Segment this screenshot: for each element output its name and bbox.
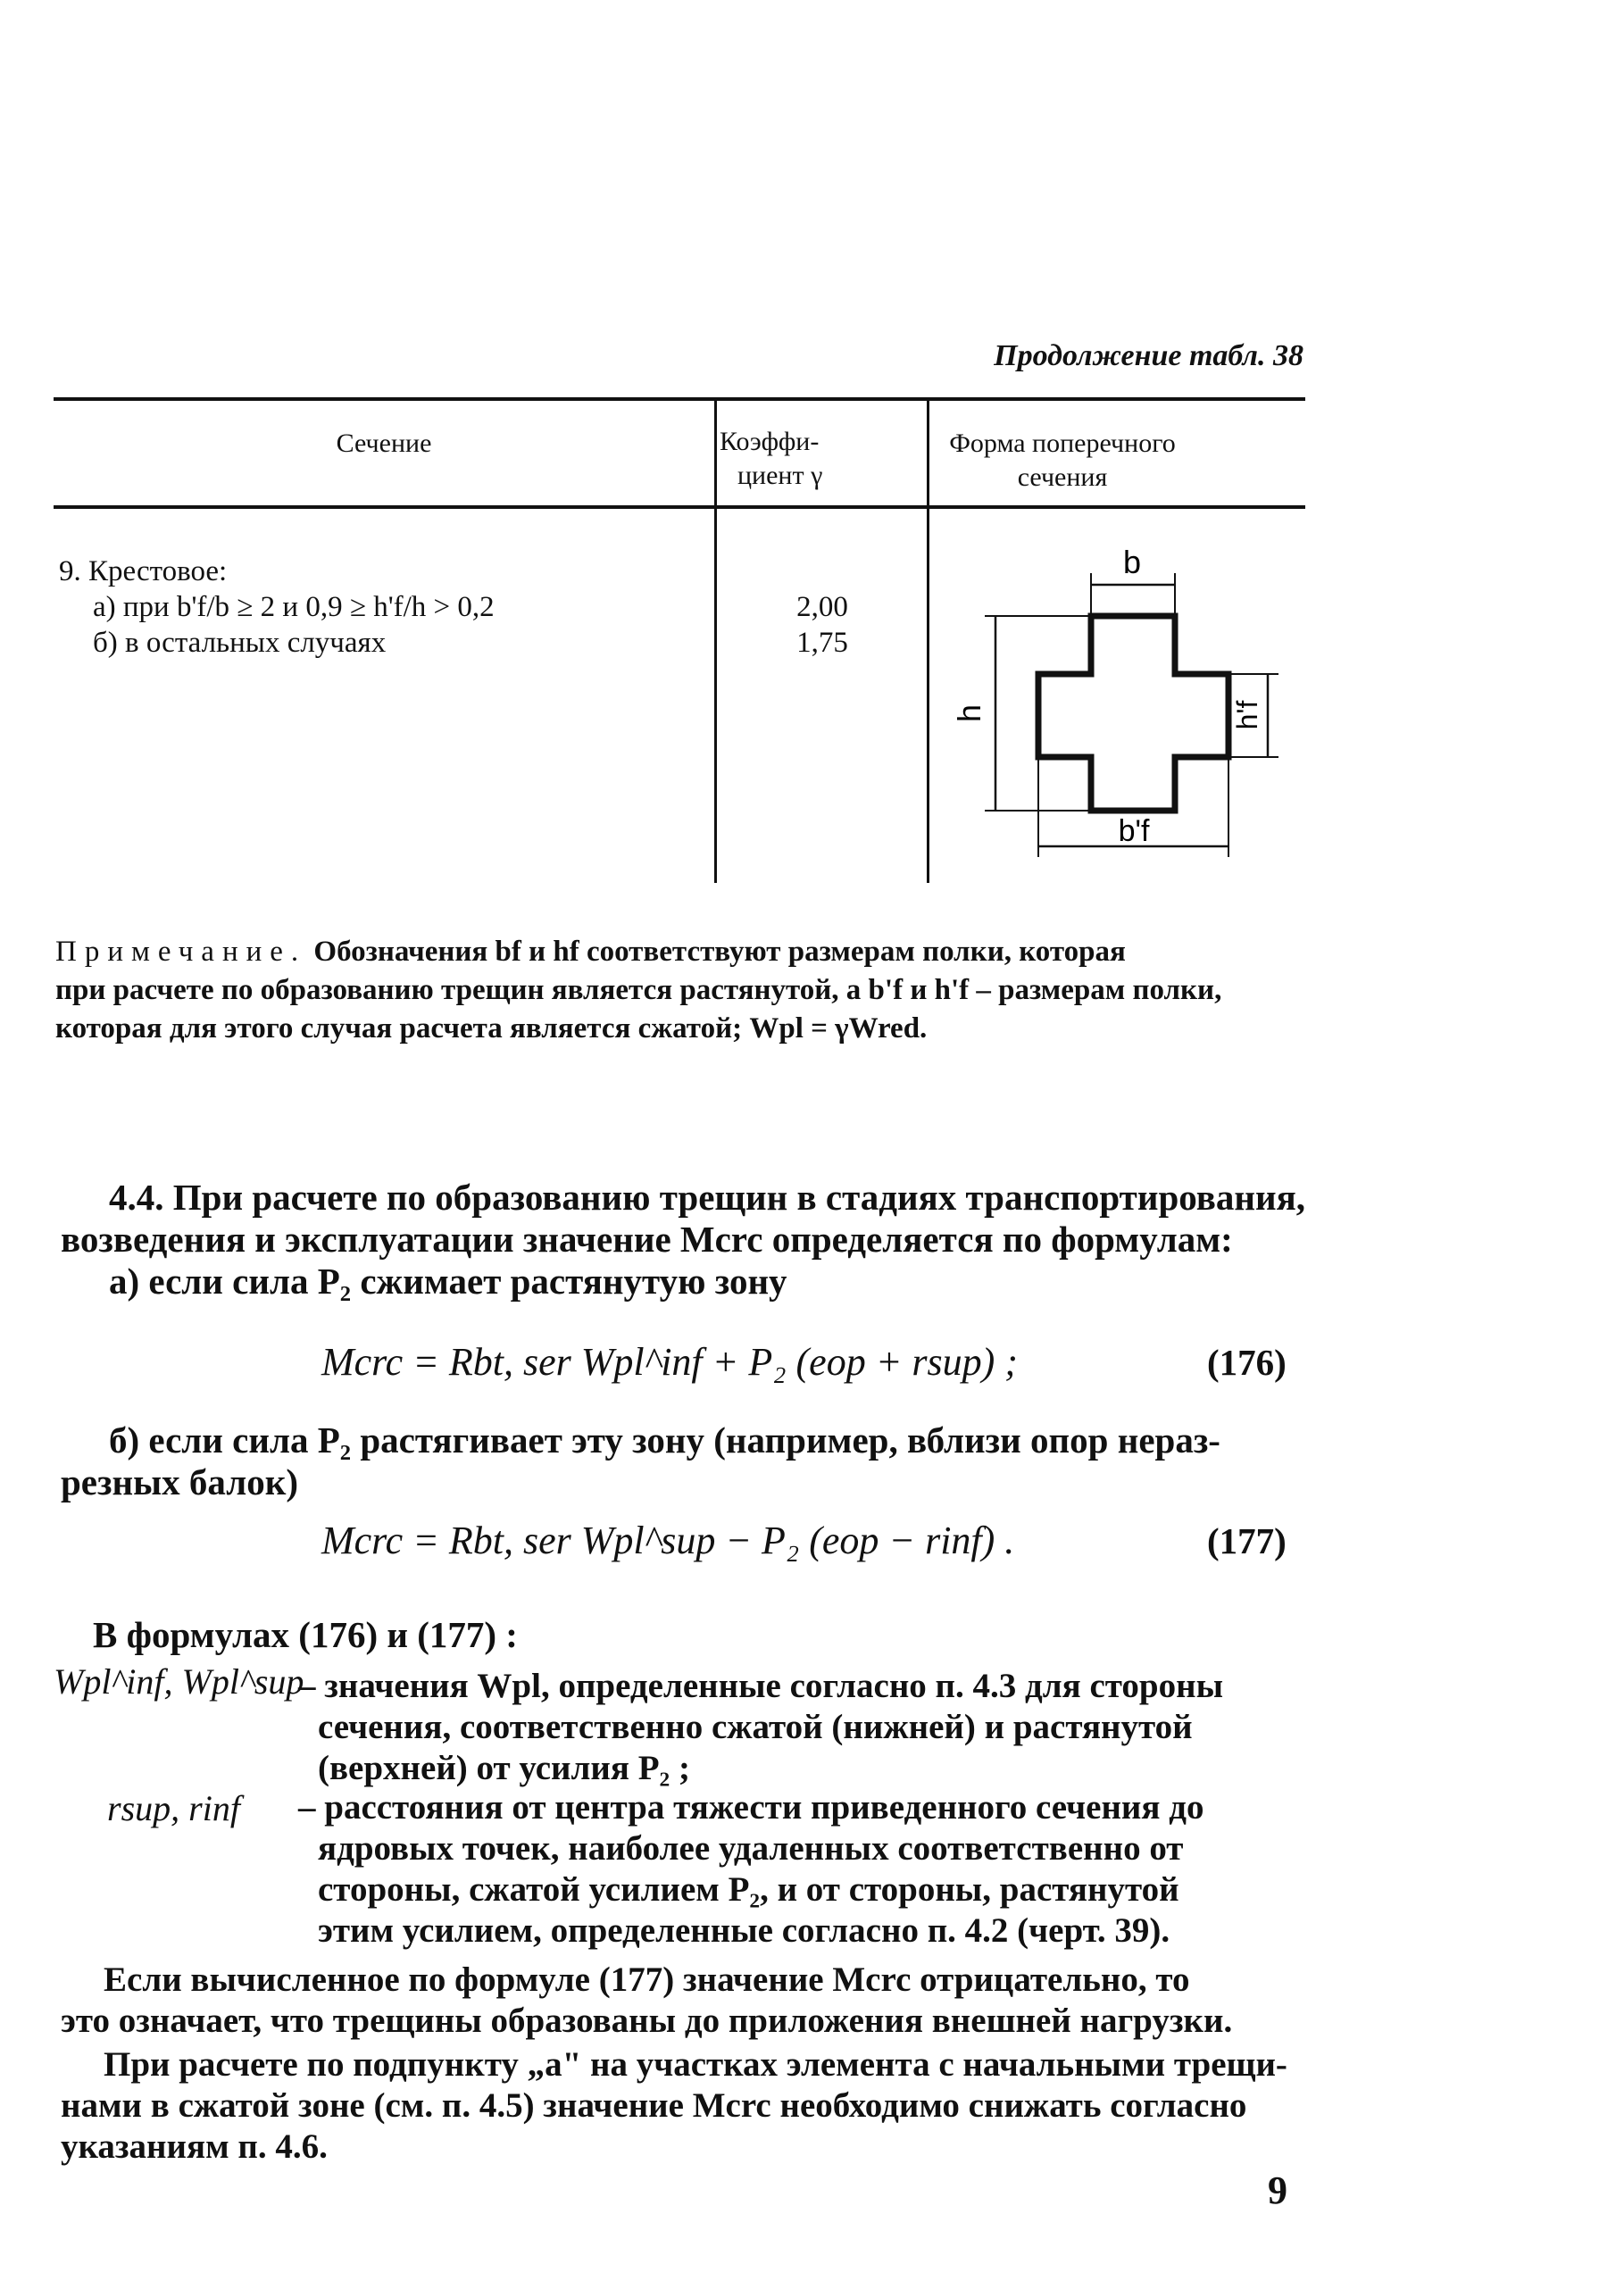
formula-177: Mcrc = Rbt, ser Wpl^sup − P₂ (eop − rinf) .: [321, 1519, 1015, 1562]
row-case-b: б) в остальных случаях: [93, 627, 387, 659]
row-value-a: 2,00: [796, 591, 848, 623]
note-line-3: которая для этого случая расчета является сжатой; Wpl = γWred.: [55, 1012, 928, 1045]
section-4-4-line1: 4.4. При расчете по образованию трещин в стадиях транспортирования,: [109, 1177, 1306, 1218]
def2-line3: стороны, сжатой усилием P₂, и от стороны, растянутой: [318, 1870, 1179, 1909]
table-header-rule: [54, 505, 1305, 509]
paragraph-subclause-a: [61, 2044, 1311, 2168]
definition-term-r: rsup, rinf: [107, 1788, 240, 1828]
cross-section-figure: [951, 536, 1303, 893]
def2-line2: ядровых точек, наиболее удаленных соответственно от: [318, 1829, 1184, 1868]
table-note: [55, 933, 1305, 1048]
equation-number-176: (176): [1207, 1342, 1287, 1383]
para2-line1: При расчете по подпункту „а" на участках элемента с начальными трещи-: [104, 2045, 1287, 2084]
equation-number-177: (177): [1207, 1520, 1287, 1561]
definition-r: [298, 1787, 1300, 1952]
row-title: 9. Крестовое:: [59, 555, 228, 587]
table-top-rule: [54, 397, 1305, 401]
def2-line4: этим усилием, определенные согласно п. 4.2 (черт. 39).: [318, 1911, 1170, 1950]
table-header-shape-line2: сечения: [1017, 462, 1108, 492]
table-header-section: Сечение: [336, 429, 432, 458]
section-4-4-line2: возведения и эксплуатации значение Mcrc определяется по формулам:: [61, 1219, 1233, 1260]
row-case-a: а) при b'f/b ≥ 2 и 0,9 ≥ h'f/h > 0,2: [93, 591, 495, 623]
in-formulas-heading: В формулах (176) и (177) :: [93, 1614, 518, 1655]
section-4-4-case-a: а) если сила P₂ сжимает растянутую зону: [109, 1261, 787, 1302]
def2-line1: – расстояния от центра тяжести приведенного сечения до: [298, 1788, 1204, 1827]
para1-line2: это означает, что трещины образованы до приложения внешней нагрузки.: [61, 2002, 1233, 2040]
note-line-1: [55, 933, 1305, 971]
dim-b-label: b: [1122, 544, 1142, 580]
table-header-coefficient-line1: Коэффи-: [720, 427, 820, 456]
def1-line2: сечения, соответственно сжатой (нижней) и растянутой: [318, 1708, 1193, 1746]
cross-shape-outline: [1038, 616, 1228, 811]
paragraph-negative-mcrc: [61, 1960, 1311, 2042]
case-b-line1: б) если сила P₂ растягивает эту зону (например, вблизи опор нераз-: [109, 1419, 1220, 1461]
row-value-b: 1,75: [796, 627, 848, 659]
page-number: 9: [1268, 2168, 1287, 2212]
note-line-1-text: Обозначения bf и hf соответствуют размерам полки, которая: [306, 936, 1126, 968]
table-header-shape: [929, 427, 1196, 495]
para2-line2: нами в сжатой зоне (см. п. 4.5) значение Mcrc необходимо снижать согласно: [61, 2086, 1247, 2125]
def1-line3: (верхней) от усилия P₂ ;: [318, 1749, 690, 1787]
case-b-line2: резных балок): [61, 1461, 298, 1502]
table-row-section: [59, 554, 711, 661]
def1-line1: – значения Wpl, определенные согласно п. 4.3 для стороны: [298, 1667, 1224, 1705]
table-header-coefficient-line2: циент γ: [737, 461, 823, 490]
section-4-4-intro: [61, 1177, 1311, 1303]
para1-line1: Если вычисленное по формуле (177) значение Mcrc отрицательно, то: [104, 1960, 1190, 1999]
formula-176: Mcrc = Rbt, ser Wpl^inf + P₂ (eop + rsup) ;: [321, 1340, 1018, 1384]
table-header-coefficient: [720, 425, 925, 493]
table-row-coefficients: [718, 589, 927, 661]
table-header-shape-line1: Форма поперечного: [949, 429, 1176, 458]
table-continuation-title: Продолжение табл. 38: [994, 339, 1303, 372]
table-col-divider-1: [714, 401, 717, 883]
section-4-4-case-b: [61, 1419, 1311, 1503]
dim-hf-label: h'f: [1231, 700, 1263, 730]
dim-bf-label: b'f: [1118, 814, 1150, 848]
note-lead: Примечание.: [55, 936, 307, 968]
para2-line3: указаниям п. 4.6.: [61, 2127, 328, 2166]
note-line-2: при расчете по образованию трещин является растянутой, а b'f и h'f – размерам полки,: [55, 974, 1222, 1006]
definition-term-w: Wpl^inf, Wpl^sup: [54, 1661, 304, 1702]
dim-h-label: h: [951, 703, 987, 723]
definition-w: [298, 1666, 1300, 1789]
